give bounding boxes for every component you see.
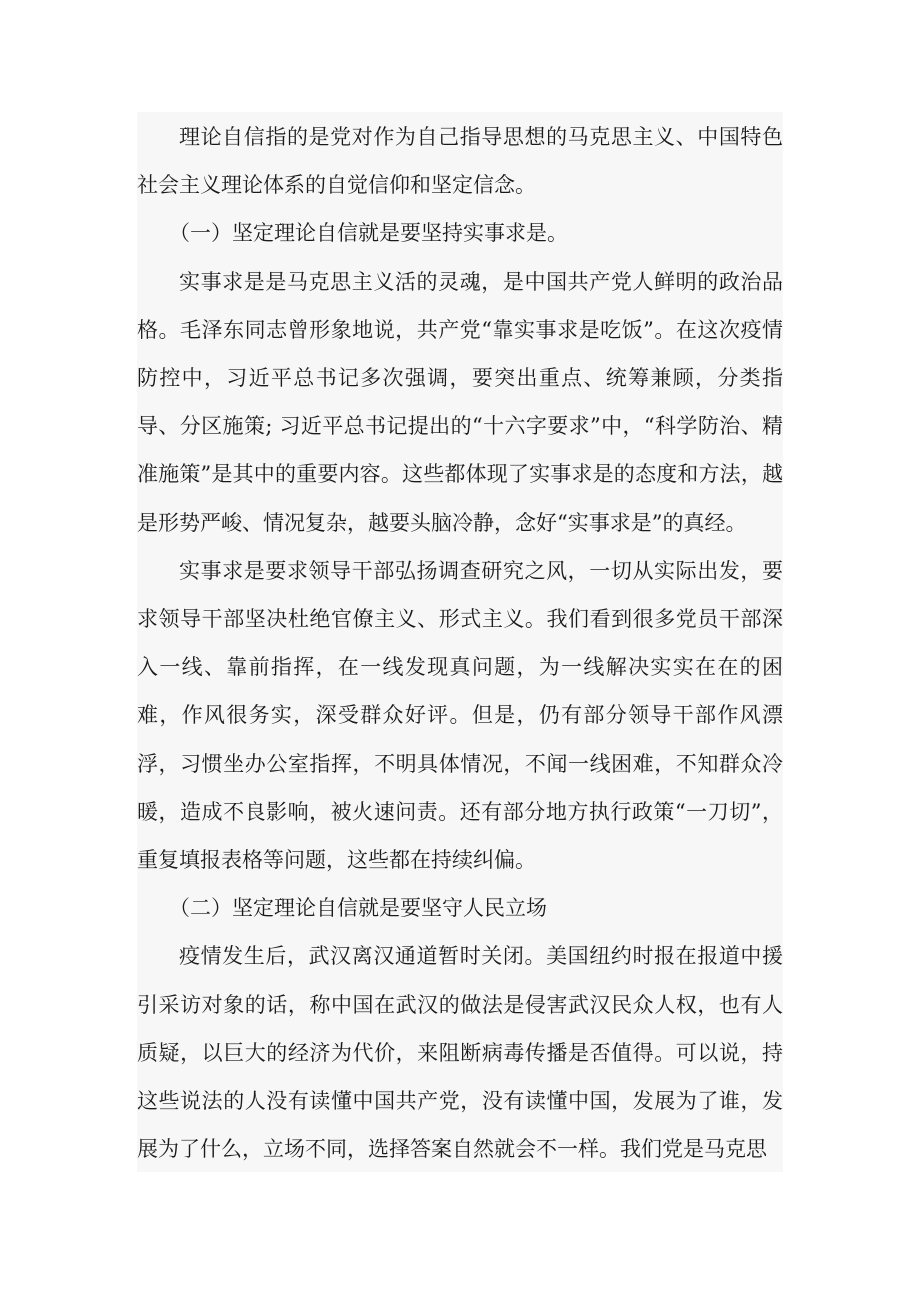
intro-paragraph: 理论自信指的是党对作为自己指导思想的马克思主义、中国特色社会主义理论体系的自觉信仰和坚定信念。	[137, 125, 783, 198]
body-paragraph: 实事求是是马克思主义活的灵魂，是中国共产党人鲜明的政治品格。毛泽东同志曾形象地说，共产党“靠实事求是吃饭”。在这次疫情防控中，习近平总书记多次强调，要突出重点、统筹兼顾，分类指导、分区施策; 习近平总书记提出的“十六字要求”中，“科学防治、精准施策”是其中的重要内容。这些都体现了实事求是的态度和方法，越是形势严峻、情况复杂，越要头脑冷静，念好“实事求是”的真经。	[137, 269, 783, 535]
document-body	[137, 112, 783, 1172]
section-heading-two: （二）坚定理论自信就是要坚守人民立场	[169, 896, 547, 921]
section-heading-one: （一）坚定理论自信就是要坚持实事求是。	[169, 221, 568, 246]
body-paragraph: 实事求是要求领导干部弘扬调查研究之风，一切从实际出发，要求领导干部坚决杜绝官僚主义、形式主义。我们看到很多党员干部深入一线、靠前指挥，在一线发现真问题，为一线解决实实在在的困难，作风很务实，深受群众好评。但是，仍有部分领导干部作风漂浮，习惯坐办公室指挥，不明具体情况，不闻一线困难，不知群众冷暖，造成不良影响，被火速问责。还有部分地方执行政策“一刀切”，重复填报表格等问题，这些都在持续纠偏。	[137, 558, 783, 873]
body-paragraph: 疫情发生后，武汉离汉通道暂时关闭。美国纽约时报在报道中援引采访对象的话，称中国在武汉的做法是侵害武汉民众人权，也有人质疑，以巨大的经济为代价，来阻断病毒传播是否值得。可以说，持这些说法的人没有读懂中国共产党，没有读懂中国，发展为了谁，发展为了什么，立场不同，选择答案自然就会不一样。我们党是马克思	[137, 944, 783, 1162]
